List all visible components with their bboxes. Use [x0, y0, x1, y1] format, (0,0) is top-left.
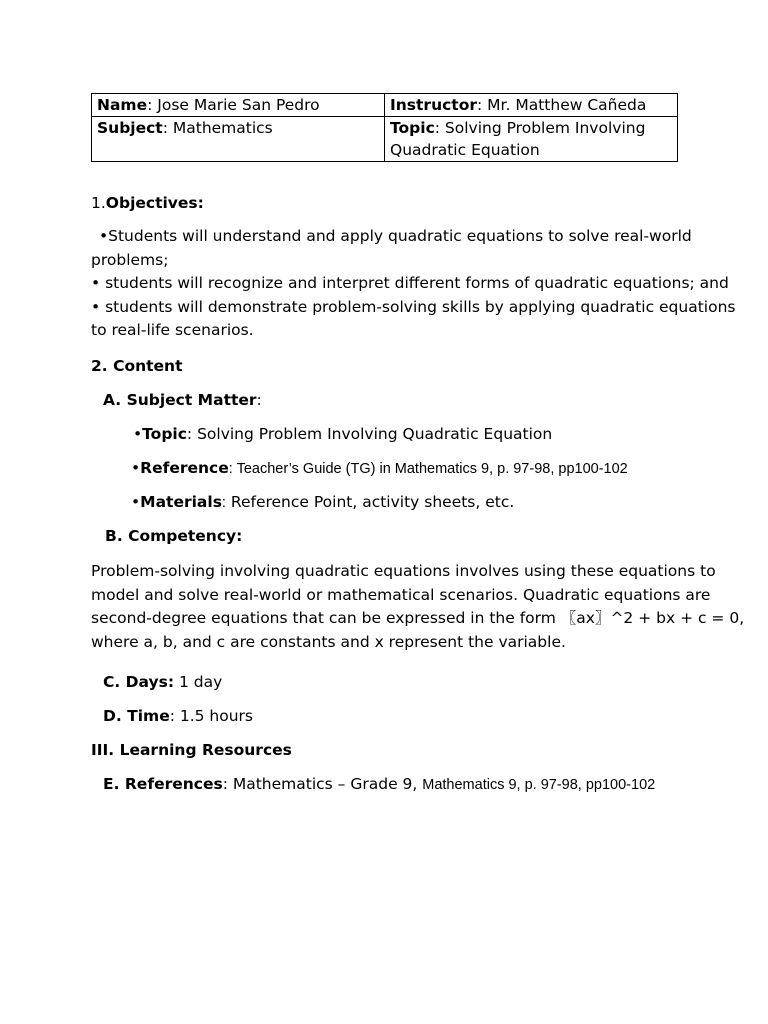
reference-item-colon: :: [228, 461, 233, 477]
references-value-2: Mathematics 9, p. 97-98, pp100-102: [422, 777, 656, 793]
instructor-value: : Mr. Matthew Cañeda: [477, 96, 647, 114]
objective-line: problems;: [91, 250, 169, 269]
table-row: [92, 117, 678, 162]
learning-resources-heading: III. Learning Resources: [91, 741, 292, 759]
objectives-heading: [91, 192, 204, 214]
bullet: •: [133, 425, 143, 443]
time-value: : 1.5 hours: [169, 707, 254, 725]
bullet: •: [131, 459, 141, 477]
content-heading: 2. Content: [91, 357, 183, 375]
time-line: [103, 705, 253, 727]
competency-line: second-degree equations that can be expressed in the form 〖ax〗^2 + bx + c = 0,: [91, 609, 745, 627]
info-table: [91, 93, 678, 162]
objective-line: • students will demonstrate problem-solving skills by applying quadratic equations: [91, 297, 736, 316]
days-line: [103, 671, 222, 693]
objective-line: to real-life scenarios.: [91, 321, 254, 339]
name-label: Name: [97, 96, 148, 114]
subject-matter-heading: [103, 389, 262, 411]
objective-line: • students will recognize and interpret different forms of quadratic equations; and: [91, 274, 729, 292]
subject-matter-colon: :: [256, 391, 262, 409]
materials-item-value: Reference Point, activity sheets, etc.: [225, 493, 515, 511]
topic-item-label: Topic: [142, 425, 187, 443]
subject-matter-label: A. Subject Matter: [103, 391, 257, 409]
bullet: •: [131, 493, 141, 511]
materials-item-colon: :: [221, 495, 226, 511]
references-line: [103, 773, 655, 796]
days-value: 1 day: [174, 673, 223, 691]
references-label: E. References: [103, 775, 223, 793]
reference-item-label: Reference: [140, 459, 229, 477]
instructor-cell: [385, 94, 678, 117]
subject-cell: [92, 117, 385, 162]
materials-item: [131, 491, 514, 514]
topic-cell: [385, 117, 678, 162]
competency-line: where a, b, and c are constants and x represent the variable.: [91, 632, 566, 651]
name-value: : Jose Marie San Pedro: [147, 96, 320, 114]
reference-item-value: Teacher’s Guide (TG) in Mathematics 9, p. 97-98, pp100-102: [232, 461, 628, 477]
objectives-title: Objectives:: [105, 194, 204, 212]
table-row: [92, 94, 678, 117]
topic-value-line2: Quadratic Equation: [390, 141, 540, 159]
competency-line: Problem-solving involving quadratic equations involves using these equations to: [91, 562, 716, 580]
topic-item: [133, 423, 552, 445]
objectives-list: [91, 225, 736, 343]
competency-heading: B. Competency:: [105, 527, 243, 545]
objectives-number: 1.: [91, 194, 106, 212]
references-value: : Mathematics – Grade 9,: [222, 775, 423, 793]
subject-value: : Mathematics: [162, 119, 273, 137]
topic-value-line1: : Solving Problem Involving: [434, 119, 646, 137]
topic-label: Topic: [390, 119, 435, 137]
competency-paragraph: [91, 560, 745, 654]
subject-label: Subject: [97, 119, 163, 137]
topic-item-value: : Solving Problem Involving Quadratic Equation: [186, 425, 553, 443]
instructor-label: Instructor: [390, 96, 478, 114]
competency-line: model and solve real-world or mathematical scenarios. Quadratic equations are: [91, 585, 711, 604]
name-cell: [92, 94, 385, 117]
materials-item-label: Materials: [140, 493, 222, 511]
days-label: C. Days:: [103, 673, 175, 691]
objective-line: •Students will understand and apply quadratic equations to solve real-world: [99, 227, 692, 245]
reference-item: [131, 457, 628, 480]
time-label: D. Time: [103, 707, 170, 725]
